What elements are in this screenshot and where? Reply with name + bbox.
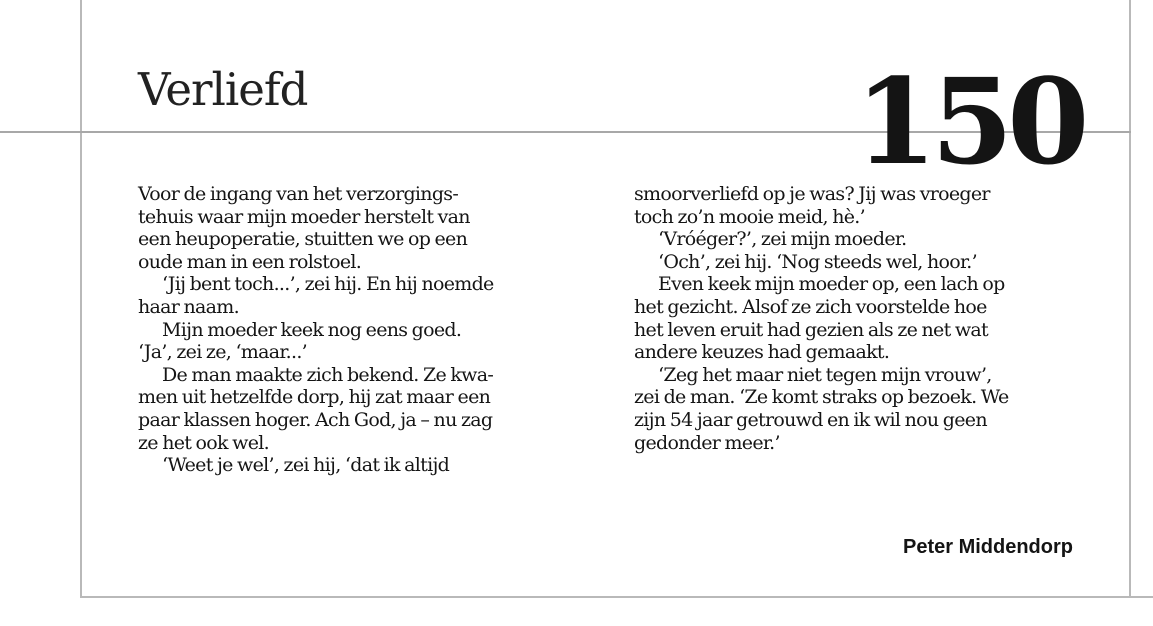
text-line: smoorverliefd op je was? Jij was vroeger bbox=[634, 183, 990, 205]
text-line: oude man in een rolstoel. bbox=[138, 250, 362, 273]
frame-border-right bbox=[1129, 0, 1131, 598]
text-line: toch zo’n mooie meid, hè.’ bbox=[634, 205, 865, 228]
article-column-left bbox=[138, 183, 586, 477]
text-line: ‘Vróéger?’, zei mijn moeder. bbox=[658, 228, 907, 251]
text-line: Voor de ingang van het verzorgings- bbox=[138, 183, 459, 205]
text-line: ‘Weet je wel’, zei hij, ‘dat ik altijd bbox=[162, 454, 450, 477]
article-title: Verliefd bbox=[138, 63, 308, 116]
text-line: paar klassen hoger. Ach God, ja – nu zag bbox=[138, 408, 493, 431]
text-line: gedonder meer.’ bbox=[634, 431, 780, 454]
text-line: zijn 54 jaar getrouwd en ik wil nou geen bbox=[634, 408, 987, 431]
text-line: zei de man. ‘Ze komt straks op bezoek. We bbox=[634, 386, 1009, 409]
text-line: ‘Zeg het maar niet tegen mijn vrouw’, bbox=[658, 363, 992, 386]
text-line: andere keuzes had gemaakt. bbox=[634, 341, 890, 364]
author-byline: Peter Middendorp bbox=[902, 536, 1073, 558]
text-line: ze het ook wel. bbox=[138, 431, 270, 454]
text-line: haar naam. bbox=[138, 295, 239, 318]
text-line: Mijn moeder keek nog eens goed. bbox=[162, 318, 462, 341]
text-line: ‘Jij bent toch...’, zei hij. En hij noemde bbox=[162, 273, 494, 296]
text-line: De man maakte zich bekend. Ze kwa- bbox=[162, 363, 494, 386]
text-line: men uit hetzelfde dorp, hij zat maar een bbox=[138, 386, 491, 409]
text-line: het gezicht. Alsof ze zich voorstelde hoe bbox=[634, 295, 987, 318]
column-number: 150 bbox=[855, 52, 1084, 191]
text-line: het leven eruit had gezien als ze net wat bbox=[634, 318, 988, 341]
text-line: Even keek mijn moeder op, een lach op bbox=[658, 273, 1005, 296]
frame-border-left bbox=[80, 0, 82, 598]
text-line: ‘Ja’, zei ze, ‘maar...’ bbox=[138, 341, 308, 364]
text-line: een heupoperatie, stuitten we op een bbox=[138, 228, 468, 251]
article-column-right bbox=[634, 183, 1074, 454]
text-line: ‘Och’, zei hij. ‘Nog steeds wel, hoor.’ bbox=[658, 250, 977, 273]
text-line: tehuis waar mijn moeder herstelt van bbox=[138, 205, 470, 228]
frame-border-bottom bbox=[80, 596, 1153, 598]
